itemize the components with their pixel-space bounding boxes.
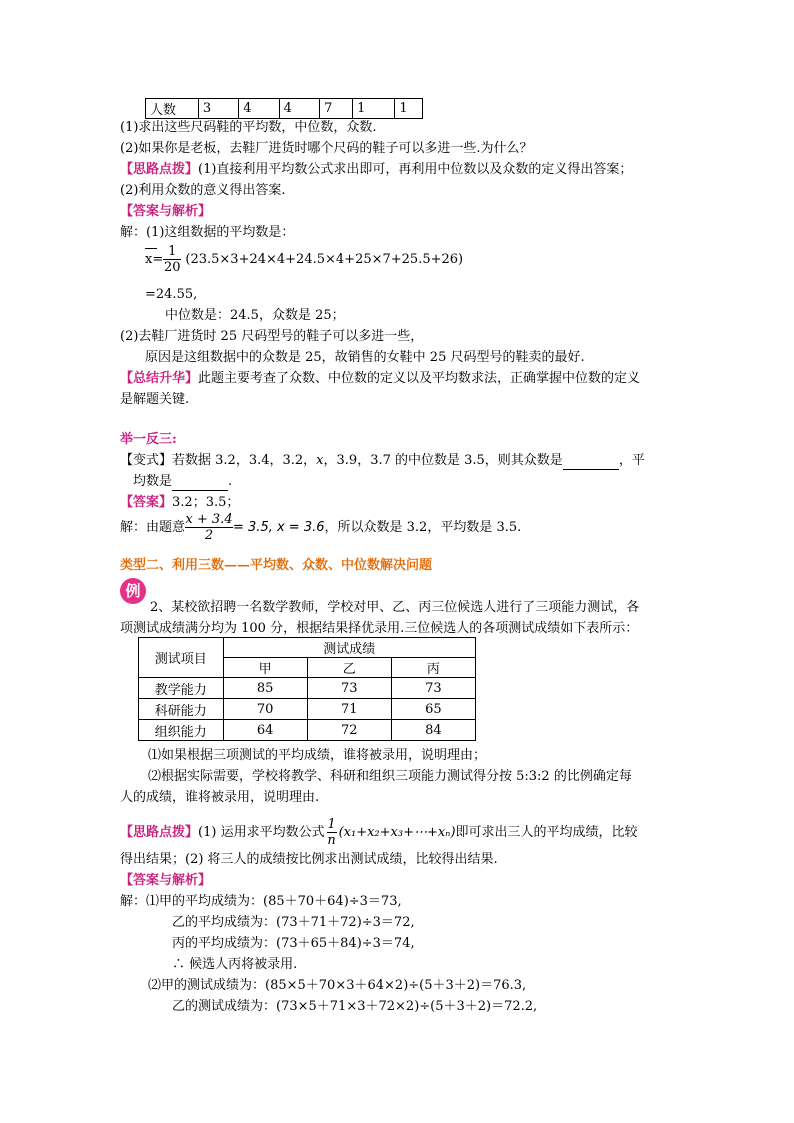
variant-tag: 【变式】 [120,453,173,468]
table-group-header: 测试成绩 [223,638,475,658]
answer-tag: 【答案】 [120,495,173,510]
variant-text: 若数据 3.2，3.4，3.2， [172,453,317,468]
table-row [139,720,476,741]
hint-text: (1) 运用求平均数公式 [198,825,325,840]
table-cell: 70 [223,699,307,720]
table-corner: 测试项目 [139,638,224,678]
solution-line: 乙的测试成绩为：(73×5＋71×3＋72×2)÷(5＋3＋2)＝72.2, [172,999,538,1014]
table-cell: 71 [307,699,391,720]
hint-line [120,817,638,848]
answer-text: 3.2；3.5； [172,495,240,510]
table-cell: 1 [395,99,423,119]
solution-conclusion: ∴ 候选人丙将被录用. [172,957,298,972]
summary-text: 此题主要考查了众数、中位数的定义以及平均数求法，正确掌握中位数的定义 [198,371,641,386]
question-1: (1)求出这些尺码鞋的平均数，中位数，众数. [120,120,377,135]
row-label: 教学能力 [139,678,224,699]
summary-line-2: 是解题关键. [120,392,190,407]
column-header: 丙 [391,658,475,678]
table-cell: 85 [223,678,307,699]
variant-text: . [228,474,233,489]
mean-expression: (23.5×3+24×4+24.5×4+25×7+25.5+26) [185,252,464,267]
answer-blank [563,454,619,470]
table-cell: 84 [391,720,475,741]
variant-answer [120,493,239,512]
example-badge: 例 [120,578,146,604]
variant-heading: 举一反三: [120,432,177,447]
solution-2-reason: 原因是这组数据中的众数是 25，故销售的女鞋中 25 尺码型号的鞋卖的最好. [145,350,585,365]
sub-question-2b: 人的成绩，谁将被录用，说明理由. [120,790,320,805]
problem-line-1: 2、某校欲招聘一名数学教师，学校对甲、乙、丙三位候选人进行了三项能力测试，各 [150,600,640,615]
table-cell: 7 [320,99,353,119]
variant-text: 均数是 [133,474,173,489]
table-cell: 72 [307,720,391,741]
table-row [139,678,476,699]
variant-text: ，3.9，3.7 的中位数是 3.5，则其众数是 [323,453,563,468]
solution-text: 解：由题意 [120,520,186,535]
score-table [138,637,476,741]
answer-tag: 【答案与解析】 [120,873,212,888]
hint-text: (1)直接利用平均数公式求出即可，再利用中位数以及众数的定义得出答案； [198,162,633,177]
variable-x: x [316,453,324,468]
table-cell: 3 [198,99,238,119]
variant-line-2 [133,472,232,491]
question-2: (2)如果你是老板，去鞋厂进货时哪个尺码的鞋子可以多进一些.为什么？ [120,141,533,156]
column-header: 乙 [307,658,391,678]
variant-line-1 [120,451,645,470]
fraction: $\frac{1}{n}$ [327,817,336,848]
table-cell: 73 [307,678,391,699]
sub-question-2: ⑵根据实际需要，学校将教学、科研和组织三项能力测试得分按 5:3:2 的比例确定每 [148,769,632,784]
column-header: 甲 [223,658,307,678]
hint-tag: 【思路点拨】 [120,825,199,840]
sub-question-1: ⑴如果根据三项测试的平均成绩，谁将被录用，说明理由； [148,748,487,763]
variant-solution [120,512,521,543]
mean-result: =24.55, [145,287,198,302]
solution-text: ，所以众数是 3.2，平均数是 3.5. [324,520,522,535]
answer-tag: 【答案与解析】 [120,204,212,219]
problem-line-2: 项测试成绩满分均为 100 分，根据结果择优录用.三位候选人的各项测试成绩如下表所示： [120,621,639,636]
mean-formula: x= $\frac{1}{20}$ (23.5×3+24×4+24.5×4+25×7+25.5+26) [145,244,464,275]
fraction: $\frac{1}{20}$ [163,244,181,275]
mean-formula: (x₁+x₂+x₃+⋯+xₙ) [338,825,456,840]
solution-2: (2)去鞋厂进货时 25 尺码型号的鞋子可以多进一些， [120,329,424,344]
hint-line-2: (2)利用众数的意义得出答案. [120,183,286,198]
table-row [139,699,476,720]
median-mode: 中位数是：24.5，众数是 25； [165,308,345,323]
hint-text: 即可求出三人的平均成绩，比较 [455,825,638,840]
hint-tag: 【思路点拨】 [120,162,199,177]
solution-line: ⑵甲的测试成绩为：(85×5＋70×3＋64×2)÷(5＋3＋2)＝76.3, [148,978,527,993]
fraction: $\frac{x + 3.4}{2}$ [185,512,233,543]
row-label: 组织能力 [139,720,224,741]
table-cell: 64 [223,720,307,741]
solution-line: 丙的平均成绩为：(73＋65＋84)÷3＝74, [172,936,415,951]
summary-tag: 【总结升华】 [120,371,199,386]
table-cell: 4 [279,99,319,119]
table-label-cell: 人数 [146,99,199,119]
solution-line: 解：(1)这组数据的平均数是： [120,225,295,240]
row-label: 科研能力 [139,699,224,720]
table-cell: 1 [353,99,395,119]
hint-line-2: 得出结果；(2) 将三人的成绩按比例求出测试成绩，比较得出结果. [120,852,498,867]
summary-line-1 [120,369,640,388]
solution-equation: = 3.5, x = 3.6 [233,520,325,535]
solution-line: 乙的平均成绩为：(73＋71＋72)÷3＝72, [172,915,415,930]
solution-line: 解：⑴甲的平均成绩为：(85＋70＋64)÷3＝73, [120,894,402,909]
variant-text: ，平 [618,453,645,468]
section-heading: 类型二、利用三数——平均数、众数、中位数解决问题 [120,558,433,573]
hint-line-1 [120,160,632,179]
table-cell: 73 [391,678,475,699]
answer-blank [172,475,228,491]
table-cell: 4 [239,99,279,119]
x-bar: x [145,252,153,267]
shoe-count-table [145,98,423,119]
table-cell: 65 [391,699,475,720]
